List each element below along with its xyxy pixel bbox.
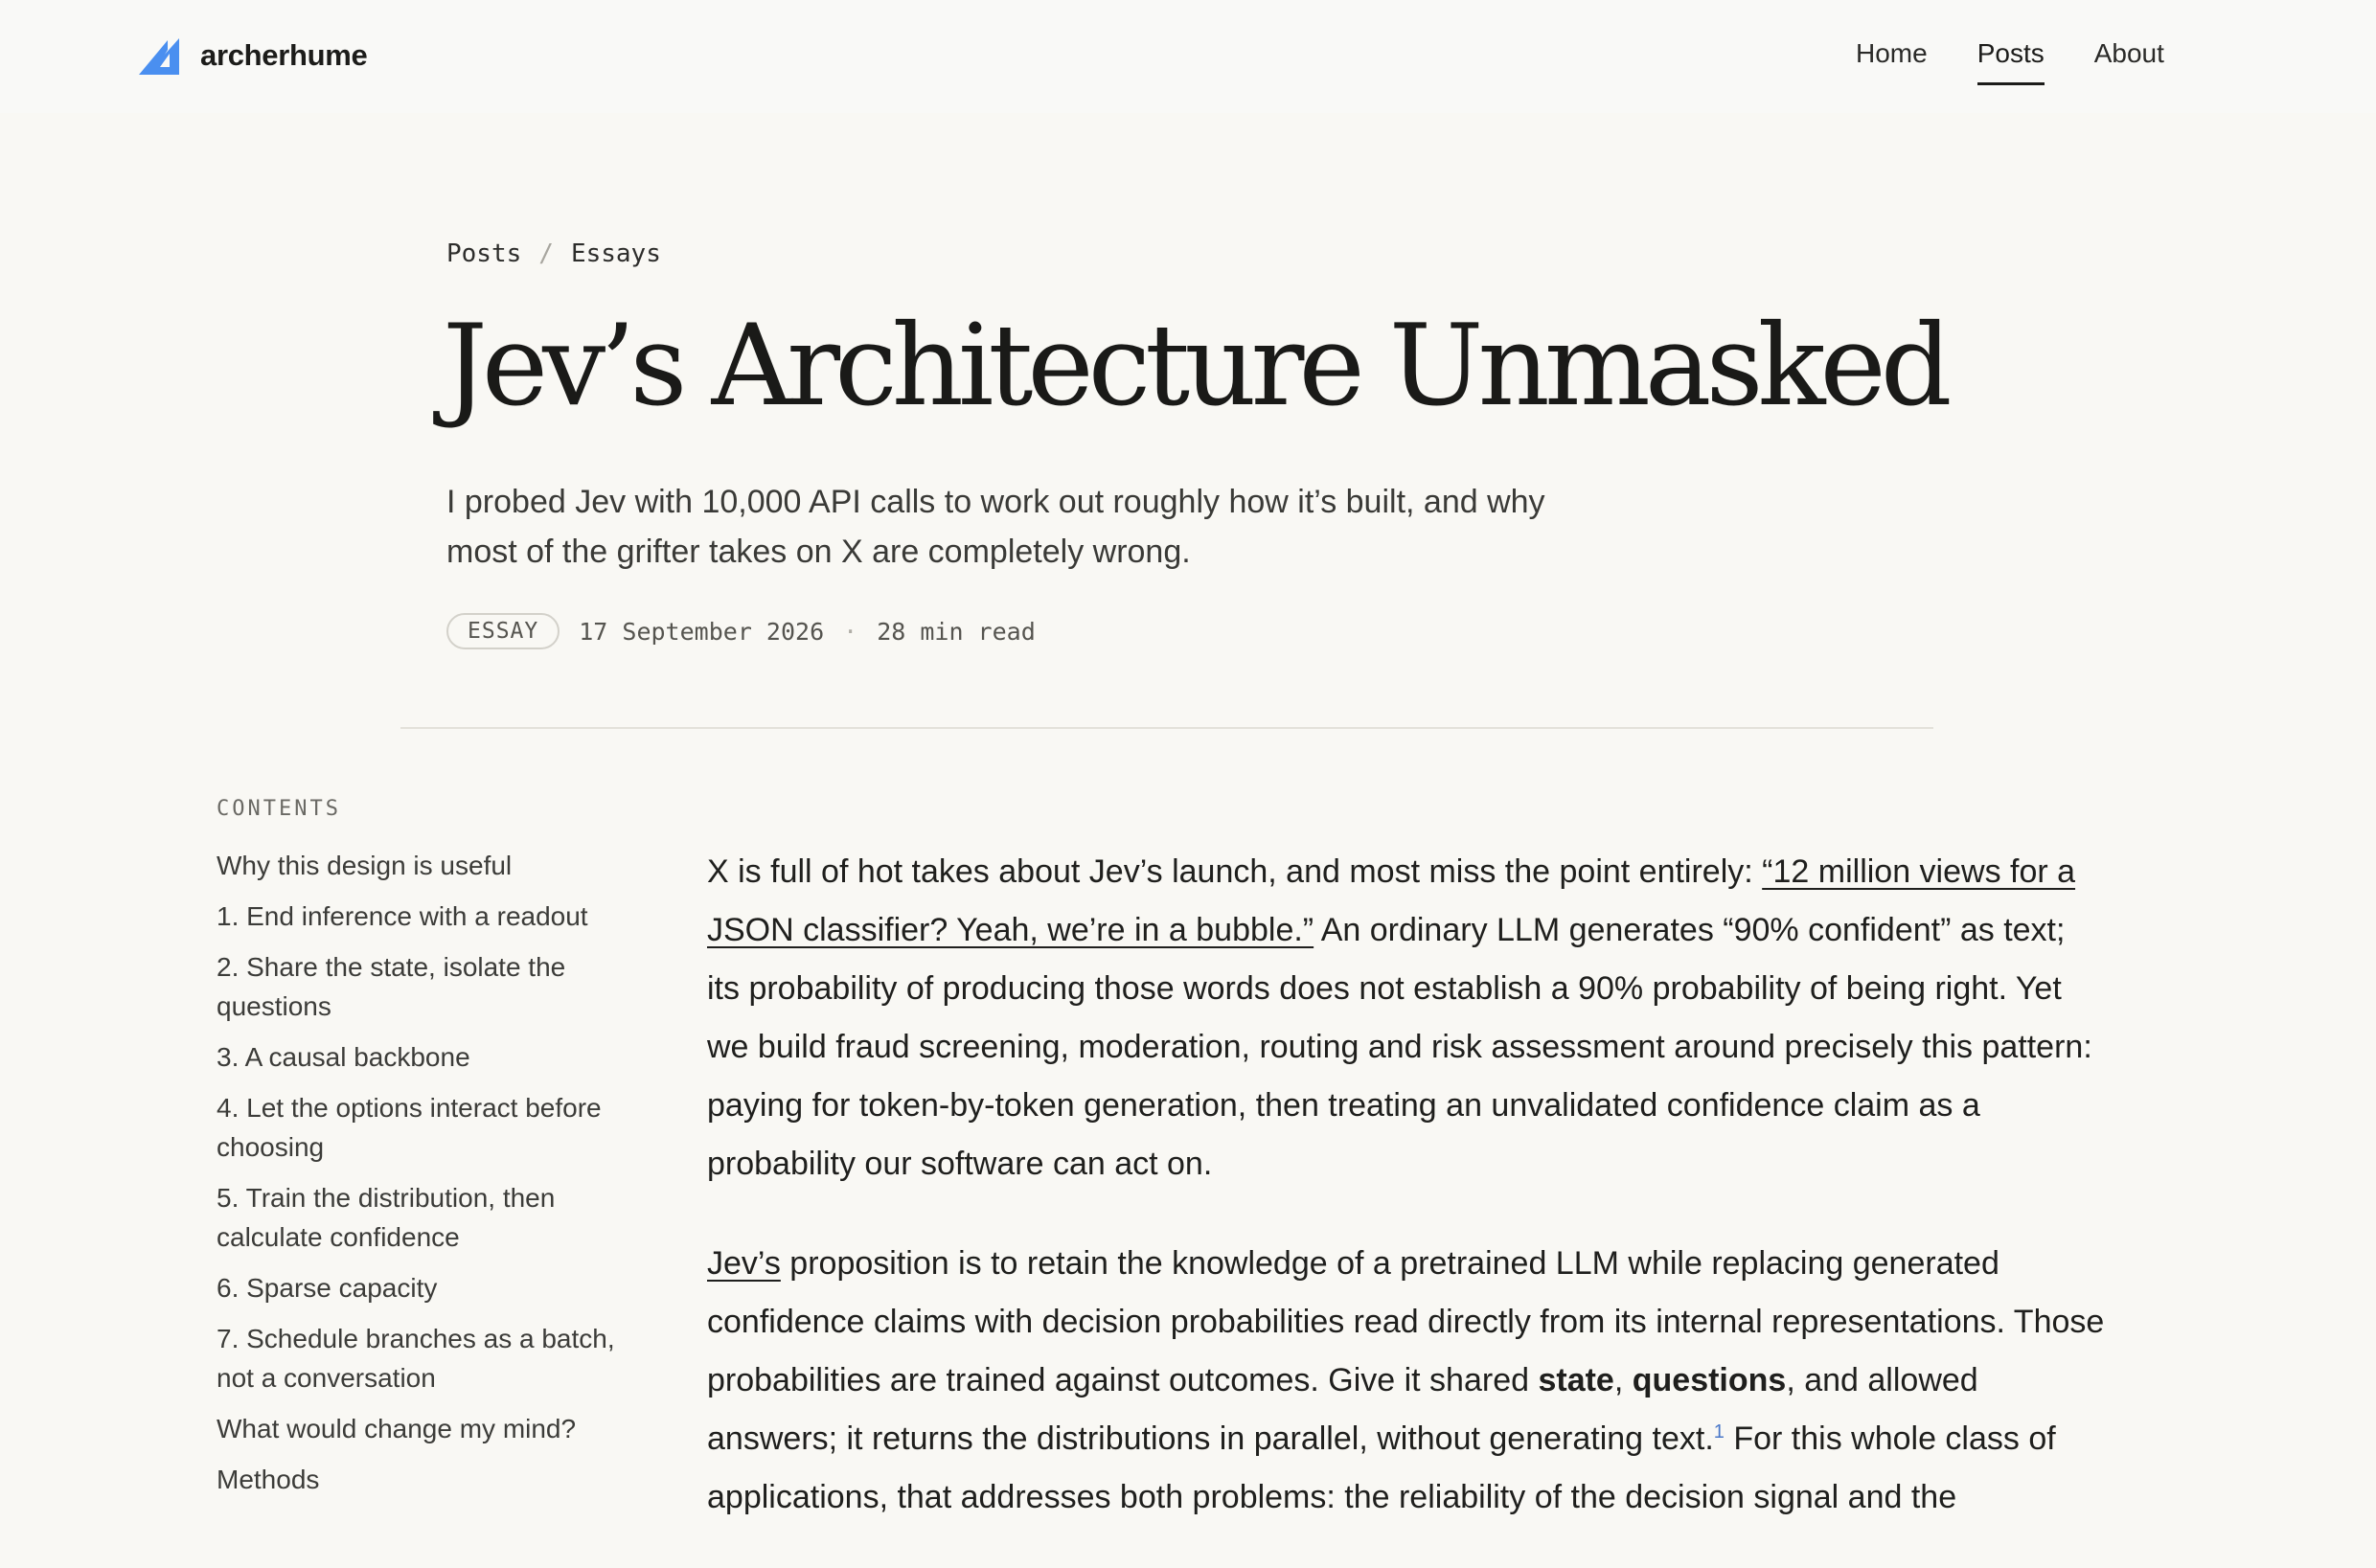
- publish-date: 17 September 2026: [579, 617, 825, 646]
- category-badge[interactable]: ESSAY: [446, 613, 560, 649]
- article-paragraph: [707, 1235, 2106, 1527]
- toc-item-change-my-mind[interactable]: What would change my mind?: [217, 1414, 577, 1443]
- site-name: archerhume: [200, 38, 368, 72]
- toc-item-train-distribution[interactable]: 5. Train the distribution, then calculate confidence: [217, 1183, 556, 1252]
- footnote-ref[interactable]: 1: [1713, 1421, 1725, 1443]
- bold-term-state: state: [1538, 1362, 1614, 1398]
- toc-item-causal-backbone[interactable]: 3. A causal backbone: [217, 1042, 470, 1072]
- toc-item-options-interact[interactable]: 4. Let the options interact before choosing: [217, 1093, 602, 1162]
- main-nav: [1856, 33, 2164, 85]
- read-time: 28 min read: [877, 617, 1036, 646]
- toc-item-readout[interactable]: 1. End inference with a readout: [217, 901, 588, 931]
- page-title: Jev’s Architecture Unmasked: [443, 300, 1947, 431]
- paragraph-text: ,: [1613, 1362, 1633, 1398]
- article-paragraph: [707, 843, 2106, 1193]
- paragraph-text: For this whole class of applications, that addresses both problems: the reliability of the decision signal and the: [707, 1420, 2056, 1515]
- toc-heading: CONTENTS: [217, 797, 341, 821]
- quoted-tweet-link[interactable]: “12 million views for a JSON classifier? Yeah, we’re in a bubble.”: [707, 853, 2076, 948]
- article-body: [707, 843, 2106, 1568]
- table-of-contents: [217, 797, 619, 1511]
- breadcrumb-essays[interactable]: Essays: [570, 239, 661, 268]
- site-header: [0, 0, 2376, 113]
- article-meta: [446, 613, 1036, 649]
- meta-separator: ·: [843, 617, 858, 646]
- toc-item-schedule-branches[interactable]: 7. Schedule branches as a batch, not a conversation: [217, 1324, 615, 1393]
- toc-item-sparse-capacity[interactable]: 6. Sparse capacity: [217, 1273, 438, 1303]
- breadcrumb: [446, 239, 661, 268]
- bold-term-questions: questions: [1632, 1362, 1787, 1398]
- triangle-logo-icon: [139, 36, 181, 75]
- toc-list: [217, 846, 619, 1499]
- toc-item-why-useful[interactable]: Why this design is useful: [217, 851, 513, 880]
- paragraph-text: , and allowed answers; it returns the distributions in parallel, without generating text.: [707, 1362, 1978, 1457]
- toc-item-methods[interactable]: Methods: [217, 1465, 320, 1494]
- site-brand-link[interactable]: [139, 32, 367, 80]
- paragraph-text: proposition is to retain the knowledge of a pretrained LLM while replacing generated confidence claims with decision probabilities read directly from its internal representations. Those probabilities are trained against outcomes. Give it shared: [707, 1245, 2105, 1398]
- breadcrumb-separator: /: [538, 239, 554, 268]
- paragraph-text: An ordinary LLM generates “90% confident” as text; its probability of producing those words does not establish a 90% probability of being right. Yet we build fraud screening, moderation, routing and risk assessment around precisely this pattern: paying for token-by-token generation, then treating an unvalidated confidence claim as a probability our software can act on.: [707, 912, 2092, 1182]
- paragraph-text: X is full of hot takes about Jev’s launch, and most miss the point entirely:: [707, 853, 1763, 890]
- jev-link[interactable]: Jev’s: [707, 1245, 781, 1282]
- nav-about-link[interactable]: About: [2093, 38, 2164, 68]
- header-divider: [400, 727, 1933, 729]
- nav-home-link[interactable]: Home: [1856, 38, 1928, 68]
- article-lede: I probed Jev with 10,000 API calls to work out roughly how it’s built, and why most of the grifter takes on X are completely wrong.: [446, 484, 1545, 570]
- nav-posts-link[interactable]: Posts: [1977, 33, 2045, 85]
- breadcrumb-posts[interactable]: Posts: [446, 239, 522, 268]
- toc-item-shared-state[interactable]: 2. Share the state, isolate the questions: [217, 952, 566, 1021]
